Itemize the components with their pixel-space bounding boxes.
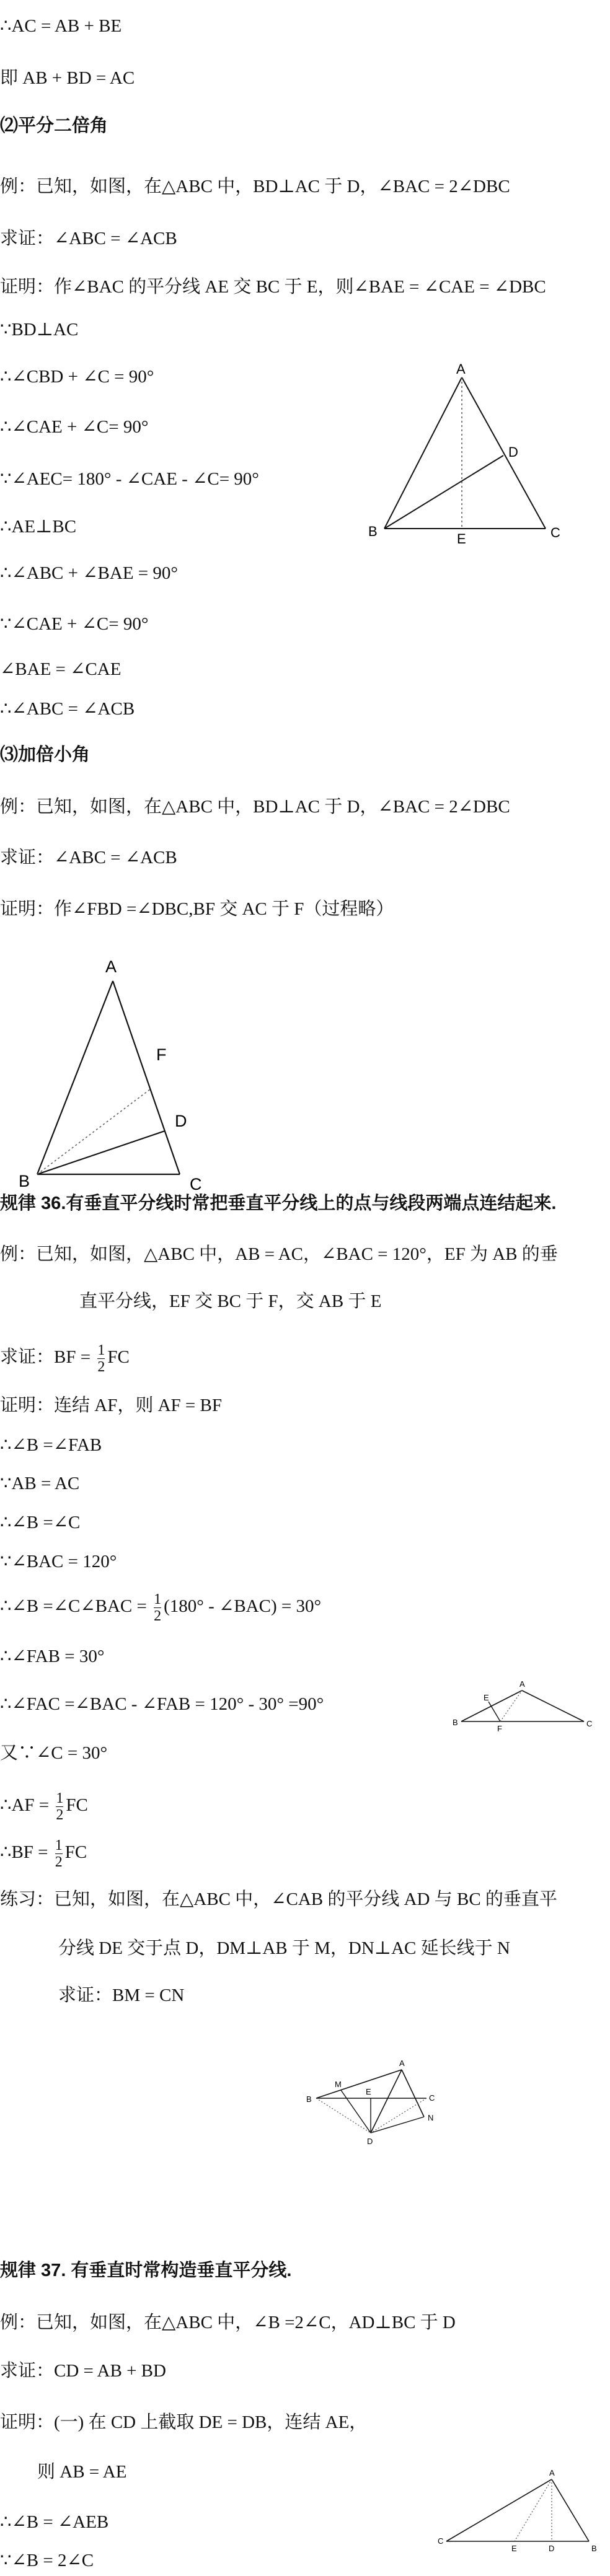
point-B-label: B: [19, 1172, 30, 1190]
calc-tail: (180° - ∠BAC) = 30°: [164, 1596, 322, 1617]
segment-AE: [515, 2479, 552, 2541]
segment-AC: [522, 1690, 584, 1721]
text-line: 证明：连结 AF，则 AF = BF: [0, 1396, 222, 1415]
point-E-label: E: [511, 2544, 517, 2553]
figure-s2: [360, 363, 570, 548]
segment-DM: [341, 2090, 371, 2133]
text-line: 证明：作∠FBD =∠DBC,BF 交 AC 于 F（过程略）: [0, 899, 394, 919]
rule-heading: 规律 37. 有垂直时常构造垂直平分线.: [0, 2261, 292, 2280]
segment-AB: [37, 981, 113, 1174]
text-line: ∵∠B = 2∠C: [0, 2551, 94, 2570]
text-line: 求证：BM = CN: [58, 1985, 185, 2005]
text-line: ∴∠B = ∠AEB: [0, 2512, 109, 2532]
point-F-label: F: [156, 1045, 167, 1064]
point-C-label: C: [190, 1175, 202, 1193]
text-line: 又∵∠C = 30°: [0, 1743, 108, 1763]
segment-DN: [371, 2117, 424, 2133]
text-line: ∵∠BAC = 120°: [0, 1552, 117, 1572]
fraction-denominator: 2: [154, 1608, 162, 1624]
point-B-label: B: [453, 1718, 458, 1727]
text-line: ∴AE⊥BC: [0, 517, 77, 537]
fraction-numerator: 1: [56, 1790, 64, 1806]
figure-rule37: [434, 2468, 610, 2555]
segment-AB: [552, 2479, 589, 2541]
prove-label: 求证：BF =: [0, 1347, 95, 1368]
text-line: ∵BD⊥AC: [0, 320, 79, 340]
point-C-label: C: [429, 2093, 435, 2103]
text-line: ∴∠B =∠FAB: [0, 1435, 102, 1455]
text-line: 即 AB + BD = AC: [0, 68, 135, 88]
fraction-numerator: 1: [97, 1342, 105, 1358]
text-line: 求证：CD = AB + BD: [0, 2361, 166, 2381]
text-line: 练习：已知，如图，在△ABC 中，∠CAB 的平分线 AD 与 BC 的垂直平: [0, 1889, 557, 1909]
text-line: 求证：∠ABC = ∠ACB: [0, 229, 177, 248]
text-line: ∴AC = AB + BE: [0, 16, 122, 36]
text-line: ∠BAE = ∠CAE: [0, 659, 122, 679]
figure-rule36: [446, 1673, 601, 1735]
bf-tail: FC: [64, 1842, 87, 1863]
text-line: ∵∠AEC= 180° - ∠CAE - ∠C= 90°: [0, 469, 259, 489]
segment-AC: [446, 2479, 552, 2541]
segment-BD: [37, 1131, 165, 1174]
figure-exercise: [298, 2056, 465, 2155]
segment-AF: [500, 1690, 522, 1721]
prove-tail: FC: [107, 1347, 130, 1368]
segment-AB: [316, 2070, 402, 2098]
fraction-numerator: 1: [55, 1837, 63, 1853]
point-N-label: N: [428, 2113, 434, 2122]
point-C-label: C: [586, 1719, 593, 1728]
af-line: [0, 1790, 88, 1823]
point-C-label: C: [438, 2536, 444, 2546]
af-tail: FC: [66, 1795, 88, 1816]
calc-head: ∴∠B =∠C∠BAC =: [0, 1596, 152, 1617]
point-D-label: D: [367, 2137, 373, 2146]
text-line: 分线 DE 交于点 D，DM⊥AB 于 M，DN⊥AC 延长线于 N: [58, 1938, 510, 1958]
point-F-label: F: [497, 1724, 502, 1733]
text-line: 例：已知，如图，在△ABC 中，BD⊥AC 于 D，∠BAC = 2∠DBC: [0, 177, 510, 196]
text-line: ∴∠ABC + ∠BAE = 90°: [0, 563, 178, 583]
text-line: 证明：(一) 在 CD 上截取 DE = DB，连结 AE，: [0, 2412, 368, 2432]
fraction-denominator: 2: [97, 1359, 105, 1375]
text-line: ∴∠FAC =∠BAC - ∠FAB = 120° - 30° =90°: [0, 1694, 324, 1714]
text-line: ∵AB = AC: [0, 1474, 80, 1493]
fraction-denominator: 2: [55, 1854, 63, 1870]
calc-line: [0, 1591, 321, 1624]
text-line: 直平分线，EF 交 BC 于 F，交 AB 于 E: [79, 1291, 382, 1311]
segment-AN: [402, 2070, 424, 2117]
fraction-denominator: 2: [56, 1807, 64, 1823]
bf-head: ∴BF =: [0, 1842, 53, 1863]
point-B-label: B: [591, 2544, 597, 2553]
point-A-label: A: [549, 2468, 555, 2477]
text-line: 例：已知，如图，在△ABC 中，BD⊥AC 于 D，∠BAC = 2∠DBC: [0, 797, 510, 817]
text-line: ∵∠CAE + ∠C= 90°: [0, 614, 149, 634]
segment-BD: [316, 2098, 371, 2133]
point-D-label: D: [549, 2544, 555, 2553]
fraction: [55, 1837, 63, 1870]
bf-line: [0, 1837, 87, 1870]
text-line: 例：已知，如图，△ABC 中，AB = AC，∠BAC = 120°，EF 为 AB 的垂: [0, 1244, 558, 1264]
fraction-numerator: 1: [154, 1591, 162, 1607]
af-head: ∴AF =: [0, 1795, 54, 1816]
text-line: ∴∠FAB = 30°: [0, 1646, 105, 1666]
point-A-label: A: [399, 2059, 405, 2068]
point-D-label: D: [508, 444, 518, 460]
point-E-label: E: [366, 2087, 371, 2096]
text-line: ∴∠ABC = ∠ACB: [0, 699, 135, 719]
segment-AC: [462, 377, 546, 529]
fraction: [97, 1342, 105, 1375]
point-B-label: B: [368, 524, 378, 539]
section-heading: ⑶加倍小角: [0, 745, 91, 765]
text-line: 例：已知，如图，在△ABC 中，∠B =2∠C，AD⊥BC 于 D: [0, 2313, 456, 2332]
point-D-label: D: [175, 1112, 187, 1130]
text-line: 则 AB = AE: [37, 2462, 127, 2482]
text-line: 求证：∠ABC = ∠ACB: [0, 848, 177, 868]
segment-BD: [384, 455, 503, 529]
prove-line: [0, 1342, 130, 1375]
point-A-label: A: [105, 957, 117, 976]
point-C-label: C: [550, 525, 560, 540]
point-A-label: A: [519, 1679, 525, 1689]
figure-s3: [12, 951, 223, 1199]
point-A-label: A: [456, 363, 466, 377]
text-line: ∴∠B =∠C: [0, 1513, 81, 1532]
text-line: 证明：作∠BAC 的平分线 AE 交 BC 于 E，则∠BAE = ∠CAE = ∠DBC: [0, 277, 546, 297]
fraction: [56, 1790, 63, 1823]
segment-AB: [384, 377, 462, 529]
segment-AB: [461, 1690, 522, 1721]
point-M-label: M: [335, 2080, 342, 2089]
point-B-label: B: [306, 2095, 312, 2104]
text-line: ∴∠CBD + ∠C = 90°: [0, 367, 154, 387]
section-heading: ⑵平分二倍角: [0, 116, 108, 136]
fraction: [154, 1591, 161, 1624]
text-line: ∴∠CAE + ∠C= 90°: [0, 417, 149, 437]
point-E-label: E: [484, 1693, 489, 1702]
point-E-label: E: [457, 531, 466, 547]
rule-heading: 规律 36.有垂直平分线时常把垂直平分线上的点与线段两端点连结起来.: [0, 1193, 557, 1213]
